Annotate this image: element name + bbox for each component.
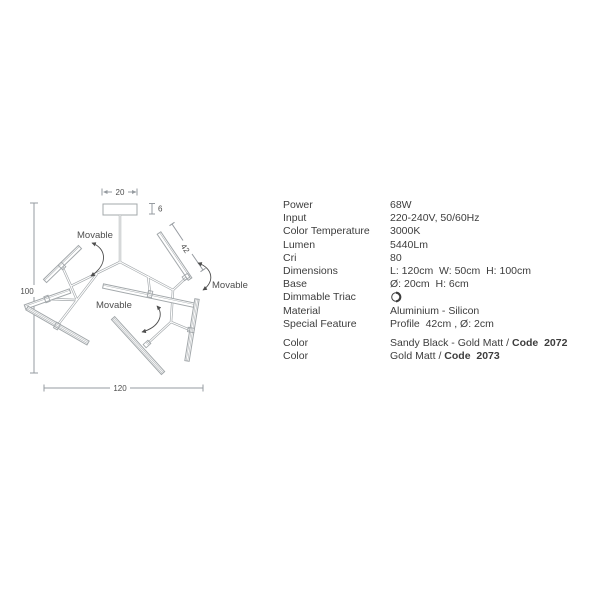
dim-tube-length-value: 42: [178, 242, 192, 255]
movable-label-middle: Movable: [96, 300, 132, 311]
tube: [111, 317, 164, 375]
spec-value: [390, 350, 500, 363]
spec-label: Base: [283, 278, 307, 291]
dimmable-icon: [390, 291, 402, 303]
spec-row-color-temperature: [283, 225, 583, 238]
color-code: Code 2072: [511, 336, 568, 349]
movable-label-right: Movable: [212, 280, 248, 291]
dim-total-height-value: 100: [20, 287, 34, 296]
spec-row-material: [283, 305, 583, 318]
spec-row-power: [283, 199, 583, 212]
spec-row-input: [283, 212, 583, 225]
spec-label: Material: [283, 304, 321, 317]
spec-row-color-2: [283, 350, 583, 363]
spec-row-cri: [283, 252, 583, 265]
spec-row-dimensions: [283, 265, 583, 278]
spec-value: 80: [390, 251, 402, 264]
color-code: Code 2073: [444, 350, 500, 363]
spec-row-special-feature: [283, 318, 583, 331]
spec-label: Dimmable Triac: [283, 291, 356, 304]
spec-label: Input: [283, 212, 307, 225]
spec-label: Cri: [283, 251, 297, 264]
product-diagram: [0, 0, 270, 400]
spec-value: Aluminium - Silicon: [390, 304, 480, 317]
spec-label: Color: [283, 336, 309, 349]
dimension-canopy-height: [149, 204, 155, 215]
separator: /: [503, 336, 512, 349]
spec-label: Lumen: [283, 238, 316, 251]
spec-row-dimmable-triac: [283, 291, 583, 304]
dim-canopy-height-value: 6: [158, 204, 163, 214]
spec-value: [390, 291, 402, 304]
spec-value: 5440Lm: [390, 238, 428, 251]
spec-label: Color: [283, 350, 309, 363]
tube: [26, 306, 89, 345]
ceiling-canopy: [103, 204, 137, 215]
color-name: Gold Matt: [390, 350, 436, 363]
spec-value: 3000K: [390, 225, 421, 238]
spec-value: Profile 42cm , Ø: 2cm: [390, 317, 494, 330]
dim-total-width-value: 120: [113, 384, 127, 393]
spec-value: Ø: 20cm H: 6cm: [390, 278, 469, 291]
color-name: Sandy Black - Gold Matt: [390, 336, 504, 349]
spec-label: Color Temperature: [283, 225, 370, 238]
movable-label-left: Movable: [77, 230, 113, 241]
spec-label: Dimensions: [283, 264, 338, 277]
spec-row-color-1: [283, 337, 583, 350]
spec-row-base: [283, 278, 583, 291]
spec-value: L: 120cm W: 50cm H: 100cm: [390, 264, 532, 277]
spec-value: [390, 337, 567, 350]
spec-label: Power: [283, 199, 313, 211]
color-code-rows: [283, 337, 583, 363]
spec-value: 220-240V, 50/60Hz: [390, 212, 480, 225]
specification-table: [283, 199, 583, 363]
spec-row-lumen: [283, 239, 583, 252]
spec-label: Special Feature: [283, 317, 357, 330]
movable-arrow-right: [198, 263, 211, 290]
separator: /: [435, 350, 445, 363]
movable-arrow-middle: [142, 306, 160, 332]
tube: [157, 232, 192, 280]
spec-value: 68W: [390, 199, 412, 211]
dim-top-width-value: 20: [115, 188, 125, 197]
